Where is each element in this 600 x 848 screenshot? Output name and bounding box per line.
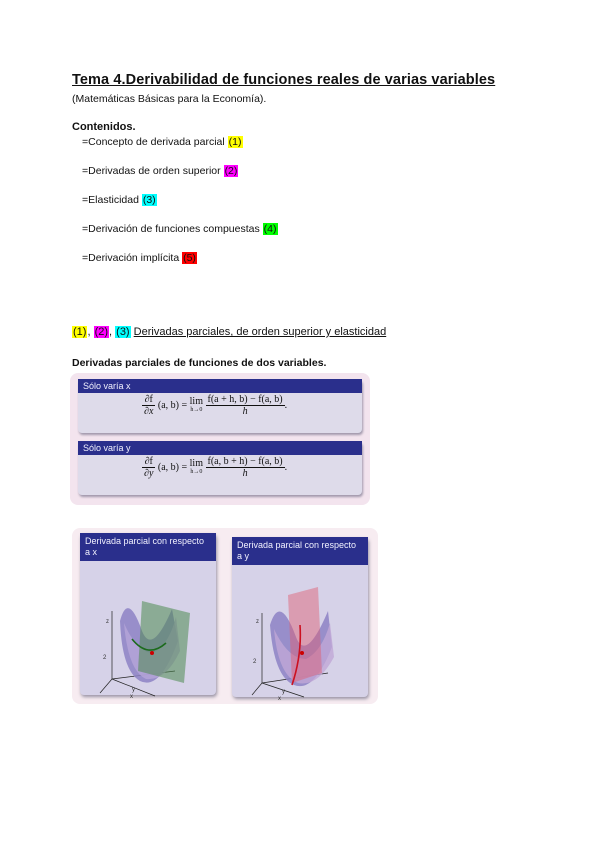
definition-block-x — [78, 379, 362, 433]
contents-item: =Derivación implícita (5) — [82, 252, 196, 264]
tag-badge: (3) — [142, 194, 156, 206]
svg-text:x: x — [130, 694, 133, 700]
plot-header: Derivada parcial con respecto a x — [80, 533, 216, 561]
block-header: Sólo varía x — [78, 379, 362, 393]
block-header: Sólo varía y — [78, 441, 362, 455]
tag-badge: (5) — [183, 252, 196, 264]
svg-text:y: y — [132, 687, 135, 693]
contents-item: =Concepto de derivada parcial (1) — [82, 136, 242, 148]
svg-text:x: x — [278, 696, 281, 702]
tag-badge: (1) — [228, 136, 242, 148]
tag-badge: (4) — [263, 223, 277, 235]
plot-header: Derivada parcial con respecto a y — [232, 537, 368, 565]
plot-partial-x — [80, 533, 216, 700]
partial-derivative-y-formula: $\frac{\partial f}{\partial y}$ (a, b) = lim h→0 $\frac{f(a, b + h) - f(a, b)}{h}$ . — [144, 456, 288, 479]
svg-text:y: y — [282, 689, 285, 695]
tag-badge: (2) — [224, 165, 238, 177]
svg-text:2: 2 — [253, 659, 257, 665]
partial-derivative-x-formula: $\frac{\partial f}{\partial x}$ (a, b) = lim h→0 $\frac{f(a + h, b) - f(a, b)}{h}$ . — [144, 394, 288, 417]
svg-text:2: 2 — [103, 655, 107, 661]
contents-item: =Derivación de funciones compuestas (4) — [82, 223, 277, 235]
contents-heading: Contenidos. — [72, 121, 136, 133]
definition-block-y — [78, 441, 362, 495]
contents-item: =Derivadas de orden superior (2) — [82, 165, 238, 177]
svg-text:z: z — [106, 619, 109, 625]
section-subheading: Derivadas parciales de funciones de dos variables. — [72, 357, 327, 369]
contents-item: =Elasticidad (3) — [82, 194, 156, 206]
plot-partial-y — [232, 537, 368, 702]
section-heading: (1), (2), (3) Derivadas parciales, de orden superior y elasticidad — [73, 326, 387, 338]
surface-plot-x — [80, 561, 216, 699]
page-title: Tema 4.Derivabilidad de funciones reales de varias variables — [72, 72, 496, 88]
surface-plot-y — [232, 565, 368, 701]
svg-text:z: z — [256, 619, 259, 625]
page-subtitle: (Matemáticas Básicas para la Economía). — [72, 93, 267, 105]
